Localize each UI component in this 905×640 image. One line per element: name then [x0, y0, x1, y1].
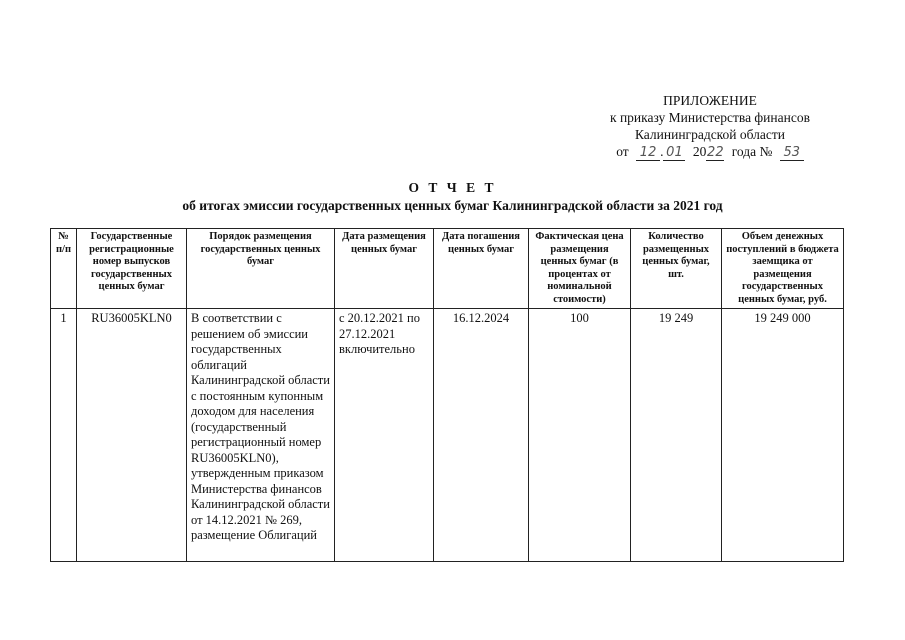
cell-procedure: В соответствии с решением об эмиссии государственных облигаций Калининградской области с постоянным купонным доходом для населения (государственный регистрационный номер RU36005KLN0), утвержденным приказом Министерства финансов Калининградской области от 14.12.2021 № 269, размещение Облигаций	[187, 309, 335, 562]
header-quantity: Количество размещенных ценных бумаг, шт.	[631, 229, 722, 309]
cell-maturity-date: 16.12.2024	[434, 309, 529, 562]
handwritten-month: 01	[663, 146, 685, 161]
report-subtitle: об итогах эмиссии государственных ценных бумаг Калининградской области за 2021 год	[182, 198, 723, 213]
cell-number: 1	[51, 309, 77, 562]
appendix-heading: ПРИЛОЖЕНИЕ	[663, 93, 757, 108]
cell-quantity: 19 249	[631, 309, 722, 562]
header-placement-date: Дата размещения ценных бумаг	[335, 229, 434, 309]
cell-placement-date: с 20.12.2021 по 27.12.2021 включительно	[335, 309, 434, 562]
cell-price: 100	[529, 309, 631, 562]
cell-reg-number: RU36005KLN0	[77, 309, 187, 562]
report-table	[50, 228, 844, 562]
header-reg-number: Государственные регистрационные номер выпусков государственных ценных бумаг	[77, 229, 187, 309]
year-word: года №	[731, 144, 773, 159]
header-maturity-date: Дата погашения ценных бумаг	[434, 229, 529, 309]
appendix-block	[560, 92, 860, 161]
date-prefix: от	[616, 144, 629, 159]
appendix-line-2: Калининградской области	[634, 127, 786, 142]
handwritten-year-suffix: 22	[707, 145, 724, 160]
table-header-row	[51, 229, 844, 309]
header-number: № п/п	[51, 229, 77, 309]
report-title: О Т Ч Е Т	[408, 180, 497, 195]
year-prefix: 20	[692, 144, 707, 159]
header-proceeds: Объем денежных поступлений в бюджета заемщика от размещения государственных ценных бумаг, руб.	[722, 229, 844, 309]
header-procedure: Порядок размещения государственных ценных бумаг	[187, 229, 335, 309]
header-price: Фактическая цена размещения ценных бумаг (в процентах от номинальной стоимости)	[529, 229, 631, 309]
handwritten-order-number: 53	[780, 146, 804, 161]
handwritten-day: 12	[636, 146, 660, 161]
appendix-date-line: от 12 . 01 2022 года № 53	[560, 143, 860, 161]
appendix-line-1: к приказу Министерства финансов	[610, 110, 810, 125]
table-row	[51, 309, 844, 562]
cell-proceeds: 19 249 000	[722, 309, 844, 562]
